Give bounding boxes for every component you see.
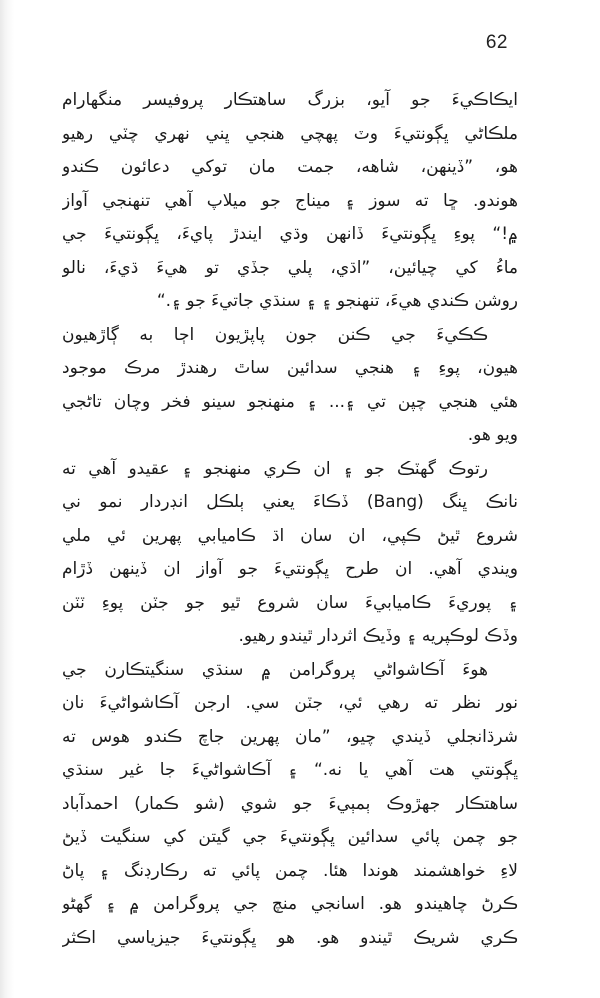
text-line: وڏڪ لوڪپريه ۽ وڏيڪ اثردار ٿيندو رهيو. — [238, 626, 518, 646]
text-line: هو، ”ڏينهن، شاهه، جمت مان توکي دعائون ڪندو — [62, 157, 518, 177]
text-line: هيون، پوءِ ۽ هنجي سدائين ساٿ رهندڙ مرڪ موجود — [62, 358, 518, 378]
paragraph-2 — [62, 319, 518, 453]
text-line: ڪڪيءَ جي ڪنن جون پاپڙيون اڄا به ڳاڙهيون — [62, 324, 488, 345]
text-line: جو چمن پائي سدائين ڀڳونتيءَ جي گيتن کي سنگيت ڏيڻ — [62, 827, 518, 847]
text-line: ويندي آهي. ان طرح ڀڳونتيءَ جو آواز ان ڏينهن ڏڙام — [62, 559, 518, 579]
text-line: رتوڪ گهٽڪ جو ۽ ان ڪري منهنجو ۽ عقيدو آهي ته — [62, 458, 488, 479]
text-line: ڀڳونتي هت آهي يا نه.“ ۽ آڪاشواڻيءَ جا غير سنڌي — [62, 760, 518, 780]
page-body-text — [62, 84, 518, 955]
text-line: ساهتڪار جهڙوڪ ٻمٻيءَ جو شوي (شو ڪمار) احمدآباد — [62, 793, 518, 814]
text-line: ڪري شريڪ ٿيندو هو. هو ڀڳونتيءَ جيزياسي اڪثر — [62, 927, 518, 948]
text-line: هوندو. ڇا ته سوز ۽ ميناج جو ميلاپ آهي تنهنجي آواز — [62, 190, 518, 211]
text-line: هئي هنجي چپن تي ۽... ۽ منهنجو سينو فخر وچان تاڻجي — [62, 391, 518, 412]
text-line: شرڌانجلي ڏيندي چيو، ”مان پهرين جاچ ڪندو هوس ته — [62, 726, 518, 747]
page-number: 62 — [485, 32, 508, 53]
paragraph-1 — [62, 84, 518, 319]
text-line: روشن ڪندي هيءَ، تنهنجو ۽ ۽ سنڌي جاتيءَ جو ۽.“ — [156, 291, 518, 311]
paragraph-4 — [62, 654, 518, 956]
text-line: ۾!“ پوءِ ڀڳونتيءَ ڏانهن وڌي ايندڙ پايءَ، ڀڳونتيءَ جي — [62, 224, 518, 244]
text-line: ويو هو. — [467, 425, 518, 445]
text-line: ايڪاڪيءَ جو آيو، بزرگ ساهتڪار پروفيسر منگهارام — [62, 90, 518, 110]
text-line: لاءِ خواهشمند هوندا هئا. چمن پائي ته رڪارڊنگ ۽ پاڻ — [62, 860, 518, 881]
paragraph-3 — [62, 453, 518, 654]
text-line: نانڪ ڀنگ (Bang) ڏڪاءَ يعني ٻلڪل انڊردار نمو ني — [62, 492, 518, 512]
text-line: ۽ پوريءَ ڪاميابيءَ سان شروع ٿيو جو جٽن پوءِ ٽٽن — [62, 592, 518, 613]
text-line: ملڪاڻي ڀڳونتيءَ وٽ پهچي هنجي ڀني نهري چٽي رهيو — [62, 123, 518, 144]
text-line: شروع ٿيڻ ڪپي، ان سان اڌ ڪاميابي پهرين ئي ملي — [62, 525, 518, 546]
text-line: ماءُ کي چيائين، ”اڌي، پلي جڏي تو هيءَ ڌيءَ، نالو — [62, 257, 518, 278]
text-line: هوءَ آڪاشواڻي پروگرامن ۾ سنڌي سنگيتڪارن جي — [62, 659, 488, 680]
text-line: نور نظر ته رهي ئي، جٽن سي. ارجن آڪاشواڻيءَ نان — [62, 693, 518, 713]
text-line: ڪرڻ چاهيندو هو. اسانجي منچ جي پروگرامن ۾ ۽ گهڻو — [62, 894, 518, 914]
